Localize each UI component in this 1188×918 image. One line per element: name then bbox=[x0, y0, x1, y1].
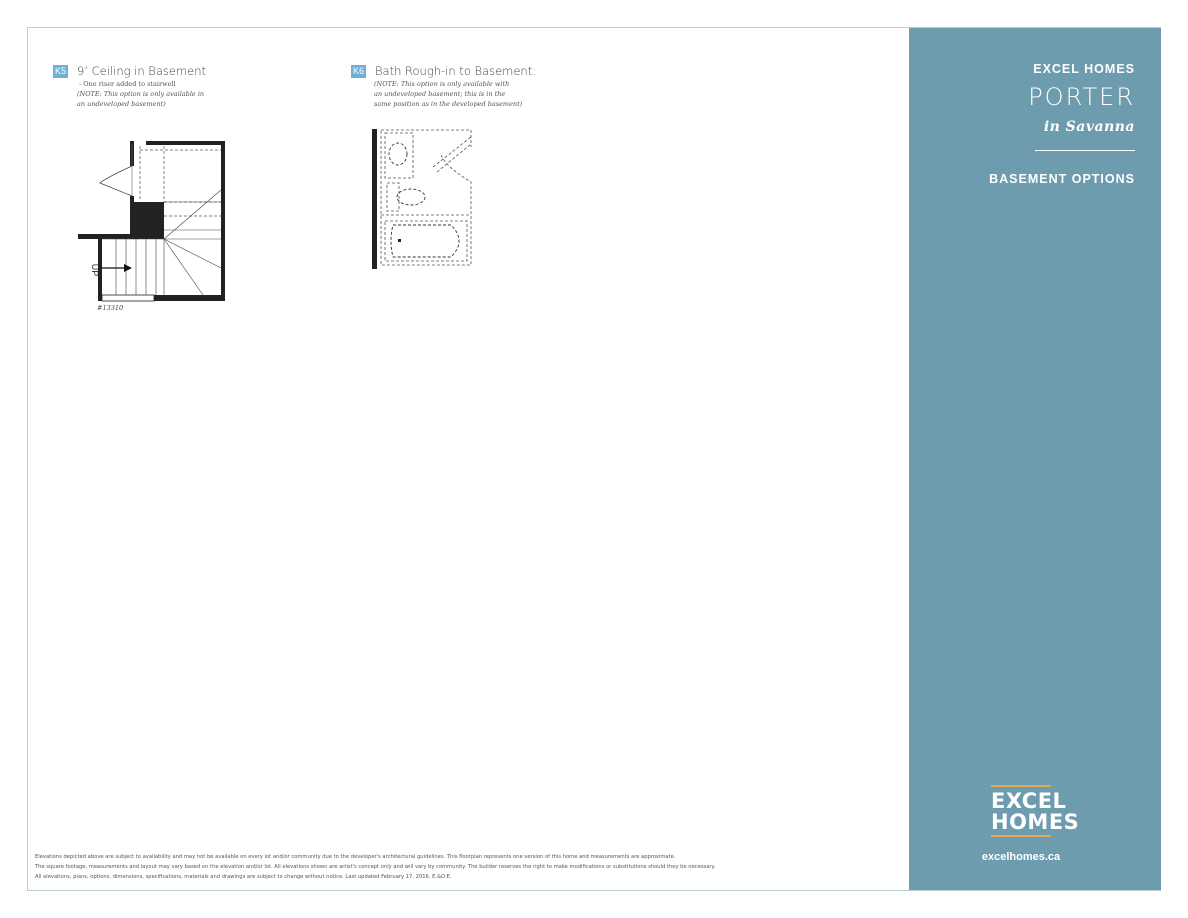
logo-accent-bar bbox=[991, 835, 1051, 837]
divider bbox=[1035, 150, 1135, 151]
model-name: PORTER bbox=[1028, 83, 1135, 111]
section-title: BASEMENT OPTIONS bbox=[989, 172, 1135, 186]
bathroom-roughin-plan bbox=[371, 127, 477, 273]
disclaimer bbox=[35, 853, 716, 882]
option-note: an undeveloped basement) bbox=[77, 100, 166, 108]
stairwell-floorplan bbox=[78, 138, 228, 306]
sidebar bbox=[909, 28, 1161, 890]
company-name: EXCEL HOMES bbox=[1033, 62, 1135, 76]
disclaimer-line: The square footage, measurements and layout may vary based on the elevation and/or lot. All elevations shown are artist's concept only and will vary by community. The builder reserves the right to make modifications or substitutions should they be necessary. bbox=[35, 863, 716, 870]
logo-word: EXCEL bbox=[991, 789, 1067, 813]
community-name: in Savanna bbox=[1043, 119, 1135, 135]
option-note: an undeveloped basement; this is in the bbox=[374, 90, 506, 98]
option-note: (NOTE: This option is only available in bbox=[77, 90, 205, 98]
option-k6 bbox=[351, 64, 537, 108]
logo-accent-bar bbox=[991, 785, 1051, 787]
brand-block bbox=[989, 62, 1135, 186]
option-title: Bath Rough-in to Basement: bbox=[375, 64, 537, 78]
drawing-reference: #13310 bbox=[97, 304, 124, 312]
option-k5 bbox=[53, 64, 207, 108]
option-title: 9’ Ceiling in Basement bbox=[77, 64, 207, 78]
option-note: same position as in the developed basement) bbox=[374, 100, 523, 108]
option-code-badge: K5 bbox=[55, 66, 67, 76]
logo-word: HOMES bbox=[991, 810, 1080, 834]
option-note: (NOTE: This option is only available with bbox=[374, 80, 510, 88]
excel-homes-logo bbox=[981, 785, 1080, 863]
option-code-badge: K6 bbox=[353, 66, 365, 76]
disclaimer-line: All elevations, plans, options, dimensions, specifications, materials and drawings are subject to change without notice. Last updated February 17, 2016. E.&O.E. bbox=[35, 873, 452, 880]
disclaimer-line: Elevations depicted above are subject to availability and may not be available on every lot and/or community due to the developer's architectural guidelines. This floorplan represents one version of this home and measurements are approximate. bbox=[35, 854, 676, 860]
option-note: - One riser added to stairwell bbox=[79, 80, 176, 88]
stair-up-label: UP bbox=[90, 263, 100, 277]
website-url: excelhomes.ca bbox=[981, 851, 1061, 863]
